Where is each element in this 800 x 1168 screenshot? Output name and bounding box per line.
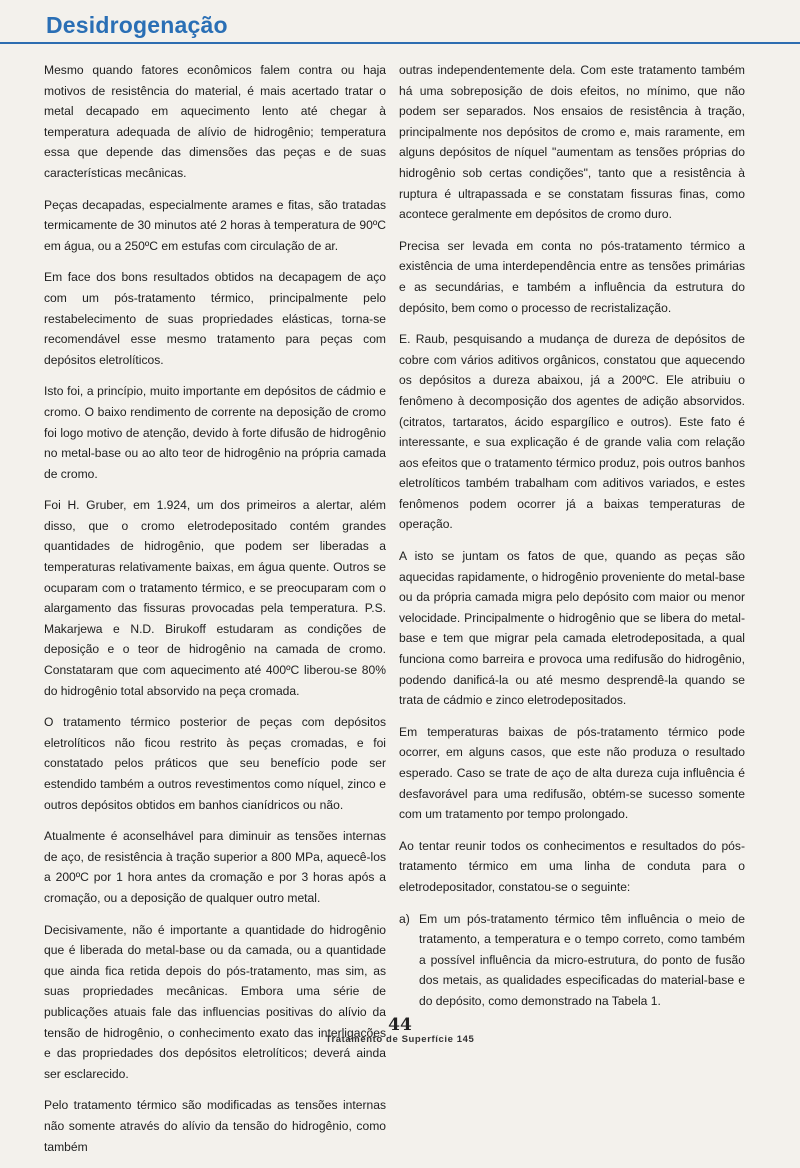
paragraph: Ao tentar reunir todos os conhecimentos e resultados do pós-tratamento térmico em uma linha de conduta para o eletrodepositador, constatou-se o seguinte: [399,838,745,894]
paragraph: outras independentemente dela. Com este tratamento também há uma sobreposição de dois efeitos, no mínimo, que não podem ser separados. Nos ensaios de resistência à tração, principalmente nos depósitos de cromo e, mais raramente, em alguns depósitos de níquel "aumentam as tensões próprias do hidrogênio sob certas condições", tanto que a resistência à ruptura é ultrapassada e se constatam fissuras finas, como acontece geralmente em depósitos de cromo duro. [399,63,745,222]
paragraph: Foi H. Gruber, em 1.924, um dos primeiros a alertar, além disso, que o cromo eletrodepositado contém grandes quantidades de hidrogênio, que podem ser liberadas a temperaturas relativamente baixas, em água quente. Outros se ocuparam com o tratamento térmico, e se preocuparam com o alargamento das fissuras provocadas pela temperatura. P.S. Makarjewa e N.D. Birukoff estudaram as condições de deposição e o teor de hidrogênio na camada de cromo. Constataram que com aquecimento até 400ºC liberou-se 80% do hidrogênio total absorvido na peça cromada. [44,498,386,698]
right-column [399,60,745,1012]
paragraph: Pelo tratamento térmico são modificadas as tensões internas não somente através do alívio da tensão do hidrogênio, como também [44,1098,386,1154]
list-item-text: Em um pós-tratamento térmico têm influência o meio de tratamento, a temperatura e o tempo correto, como também a possível influência da micro-estrutura, do ponto de fusão dos metais, as qualidades especificadas do material-base e do depósito, como demonstrado na Tabela 1. [419,911,745,1008]
left-column [44,60,386,1168]
paragraph: Precisa ser levada em conta no pós-tratamento térmico a existência de uma interdependência entre as tensões primárias e as secundárias, e também a influência da estrutura do depósito, bem como o processo de recristalização. [399,238,745,315]
paragraph: Em face dos bons resultados obtidos na decapagem de aço com um pós-tratamento térmico, principalmente pelo restabelecimento de suas propriedades elásticas, torna-se recomendável esse mesmo tratamento para peças com depósitos eletrolíticos. [44,270,386,367]
list-item [399,909,745,1012]
paragraph: Peças decapadas, especialmente arames e fitas, são tratadas termicamente de 30 minutos até 2 horas à temperatura de 90ºC em água, ou a 250ºC em estufas com circulação de ar. [44,197,386,253]
list-marker: a) [399,911,410,926]
paragraph: A isto se juntam os fatos de que, quando as peças são aquecidas rapidamente, o hidrogênio proveniente do metal-base ou da própria camada migra pelo depósito com maior ou menor velocidade. Principalmente o hidrogênio que se libera do metal-base e tem que migrar pela camada eletrodepositada, a qual funciona como barreira e provoca uma redifusão do hidrogênio, podendo danificá-la ou até mesmo desprendê-la quando se trata de cádmio e zinco eletrodepositados. [399,549,745,708]
page-title: Desidrogenação [46,12,228,38]
page-header [0,0,800,44]
paragraph: E. Raub, pesquisando a mudança de dureza de depósitos de cobre com vários aditivos orgânicos, constatou que aquecendo os depósitos a dureza abaixou, já a 200ºC. Ele atribuiu o fenômeno à decomposição dos agentes de adição absorvidos. (citratos, tartaratos, ácido espargílico e outros). Este fato é interessante, e sua explicação é de grande valia com relação aos efeitos que o tratamento térmico produz, pois outros banhos eletrolíticos também trabalham com aditivos variados, e estes fenômenos podem ocorrer já a baixas temperaturas de operação. [399,332,745,532]
page-number: 44 [388,1015,412,1035]
paragraph: Mesmo quando fatores econômicos falem contra ou haja motivos de resistência do material, é mais acertado tratar o metal decapado em aquecimento lento até chegar à temperatura adequada de alívio de hidrogênio; temperatura essa que depende das dimensões das peças e de suas características mecânicas. [44,63,386,180]
paragraph: O tratamento térmico posterior de peças com depósitos eletrolíticos não ficou restrito às peças cromadas, e foi constatado pelos práticos que seu benefício pode ser estendido também a outros revestimentos como níquel, zinco e outros depósitos obtidos em banhos cianídricos ou não. [44,715,386,812]
magazine-name: Tratamento de Superfície 145 [325,1034,475,1045]
paragraph: Isto foi, a princípio, muito importante em depósitos de cádmio e cromo. O baixo rendimento de corrente na deposição de cromo foi logo motivo de atenção, devido à forte difusão de hidrogênio no metal-base ou ao alto teor de hidrogênio na própria camada de cromo. [44,384,386,481]
paragraph: Decisivamente, não é importante a quantidade do hidrogênio que é liberada do metal-base ou da camada, ou a quantidade que ainda fica retida depois do pós-tratamento, mas sim, as suas propriedades mecânicas. Embora uma série de publicações atuais fale das influencias positivas do alívio da tensão de hidrogênio, o conhecimento exato das interligações e das propriedades dos depósitos eletrolíticos; deverá ainda ser esclarecido. [44,922,386,1081]
paragraph: Em temperaturas baixas de pós-tratamento térmico pode ocorrer, em alguns casos, que este não produza o resultado esperado. Caso se trate de aço de alta dureza cuja influência é desfavorável para uma redifusão, obtém-se sucesso somente com um tratamento por tempo prolongado. [399,724,745,822]
paragraph: Atualmente é aconselhável para diminuir as tensões internas de aço, de resistência à tração superior a 800 MPa, aquecê-los a 200ºC por 1 hora antes da cromação e por 3 horas após a cromação, ou a deposição de qualquer outro metal. [44,829,386,905]
conclusion-list [399,909,745,1012]
